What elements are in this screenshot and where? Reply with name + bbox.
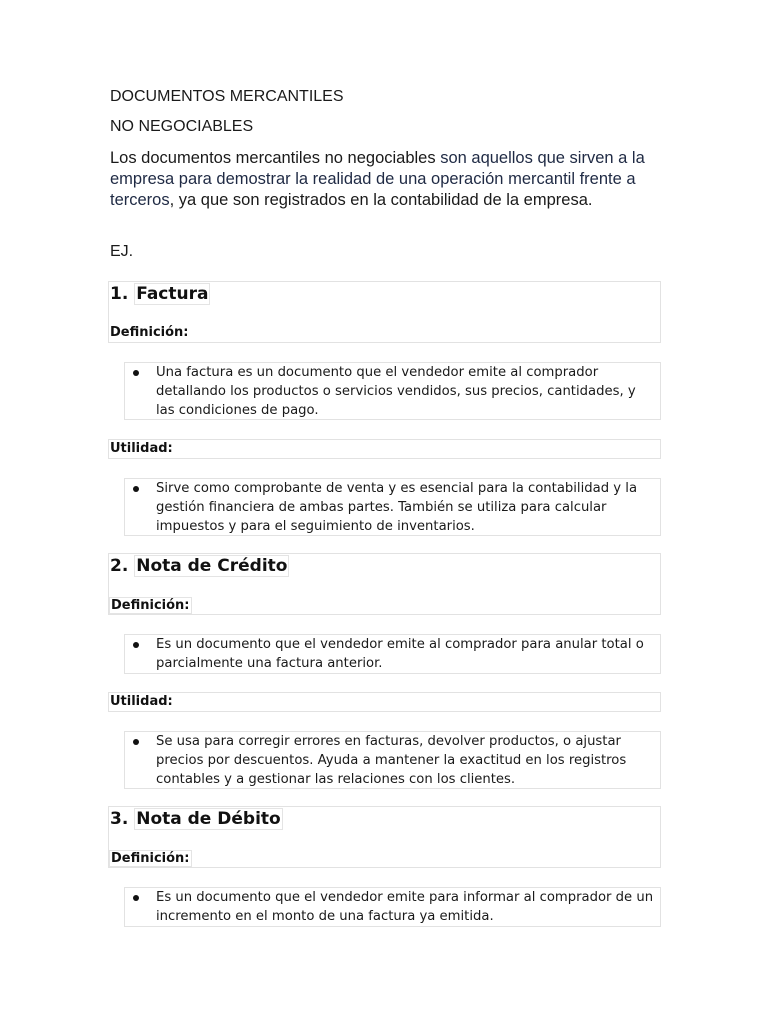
section-1-definition-text: Una factura es un documento que el vendedor emite al comprador detallando los productos o servicios vendidos, sus precios, cantidades, y las condiciones de pago. bbox=[156, 365, 636, 418]
bullet-icon bbox=[133, 739, 139, 745]
section-2-utility-label: Utilidad: bbox=[110, 694, 173, 709]
section-1-utility-box bbox=[108, 439, 661, 459]
section-2-definition-label: Definición: bbox=[111, 598, 190, 613]
section-1-heading bbox=[110, 284, 210, 304]
intro-part-1: Los documentos mercantiles no negociables bbox=[110, 149, 441, 167]
intro-paragraph bbox=[110, 148, 666, 211]
title-line-2: NO NEGOCIABLES bbox=[110, 118, 254, 135]
section-3-number: 3. bbox=[110, 809, 129, 829]
section-2-utility-box bbox=[108, 692, 661, 712]
intro-part-2: son aquellos que sirven a la empresa para demostrar la realidad de una operación mercantil frente a terceros bbox=[110, 149, 645, 209]
title-line-1: DOCUMENTOS MERCANTILES bbox=[110, 88, 344, 105]
section-2-definition-text: Es un documento que el vendedor emite al comprador para anular total o parcialmente una factura anterior. bbox=[156, 637, 644, 671]
bullet-icon bbox=[133, 642, 139, 648]
bullet-icon bbox=[133, 486, 139, 492]
section-2-title: Nota de Crédito bbox=[136, 556, 288, 576]
section-2-number: 2. bbox=[110, 556, 129, 576]
section-2-heading bbox=[110, 556, 289, 576]
section-3-title: Nota de Débito bbox=[136, 809, 281, 829]
intro-part-3: , ya que son registrados en la contabilidad de la empresa. bbox=[169, 191, 593, 209]
section-3-definition-label: Definición: bbox=[111, 851, 190, 866]
section-3-heading bbox=[110, 809, 283, 829]
section-1-title: Factura bbox=[136, 284, 209, 304]
bullet-icon bbox=[133, 895, 139, 901]
section-1-utility-label: Utilidad: bbox=[110, 441, 173, 456]
bullet-icon bbox=[133, 370, 139, 376]
example-label: EJ. bbox=[110, 243, 134, 260]
section-1-definition-label: Definición: bbox=[110, 325, 189, 340]
section-2-utility-text: Se usa para corregir errores en facturas, devolver productos, o ajustar precios por descuentos. Ayuda a mantener la exactitud en los registros contables y a gestionar las relaciones con los clientes. bbox=[156, 734, 627, 787]
section-1-utility-text: Sirve como comprobante de venta y es esencial para la contabilidad y la gestión financiera de ambas partes. También se utiliza para calcular impuestos y para el seguimiento de inventarios. bbox=[156, 481, 638, 534]
section-3-definition-text: Es un documento que el vendedor emite para informar al comprador de un incremento en el monto de una factura ya emitida. bbox=[156, 890, 654, 924]
section-1-number: 1. bbox=[110, 284, 129, 304]
